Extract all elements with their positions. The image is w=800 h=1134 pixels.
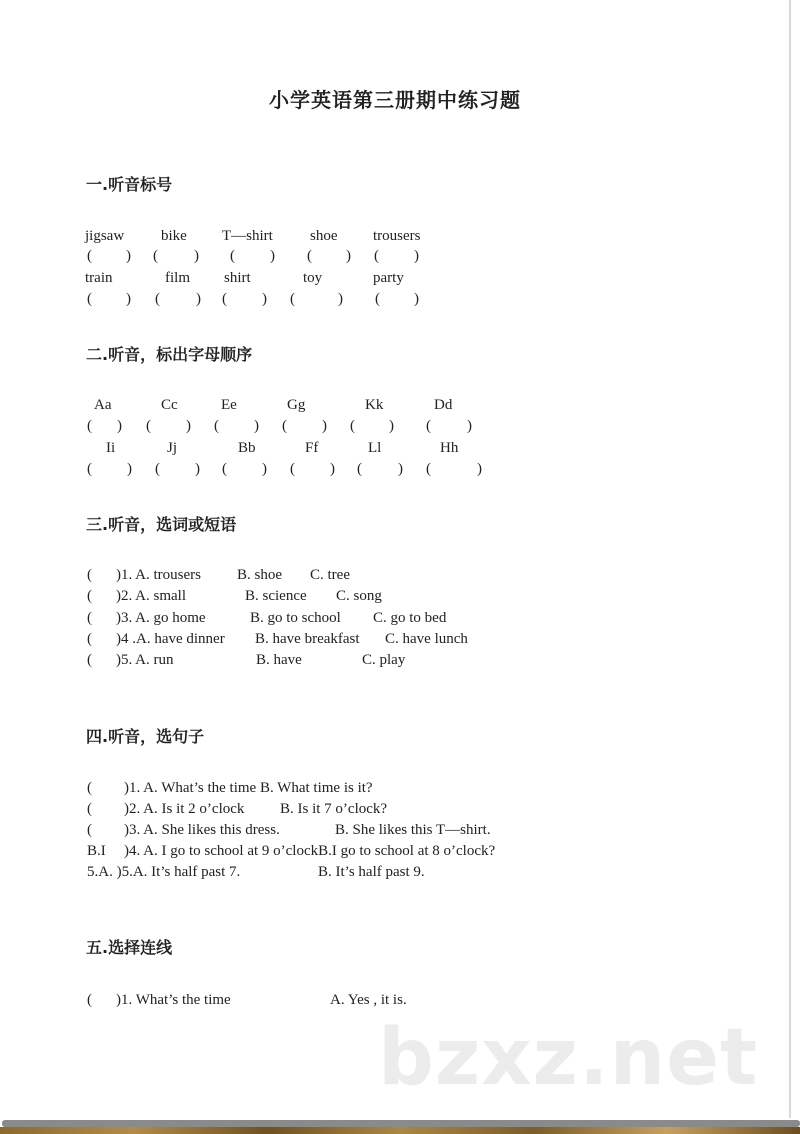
answer-blank-open[interactable]: ( xyxy=(350,418,355,434)
question-text: )4 .A. have dinner xyxy=(116,631,225,647)
section-heading: 三.听音，选词或短语 xyxy=(86,515,237,534)
answer-blank-close[interactable]: ) xyxy=(414,291,419,307)
answer-blank-open[interactable]: ( xyxy=(87,291,92,307)
question-text: 5.A. )5.A. It’s half past 7. xyxy=(87,864,241,880)
section-heading: 一.听音标号 xyxy=(86,175,173,194)
question-text: C. play xyxy=(362,652,406,668)
answer-blank-open[interactable]: ( xyxy=(87,588,92,604)
answer-blank-open[interactable]: ( xyxy=(307,248,312,264)
question-text: C. song xyxy=(336,588,382,604)
question-text: Gg xyxy=(287,397,306,413)
answer-blank-close[interactable]: ) xyxy=(270,248,275,264)
answer-blank-open[interactable]: ( xyxy=(426,418,431,434)
page-edge xyxy=(789,0,791,1118)
question-text: Dd xyxy=(434,397,453,413)
question-text: )3. A. go home xyxy=(116,610,206,626)
question-text: B. She likes this T—shirt. xyxy=(335,822,491,838)
answer-blank-close[interactable]: ) xyxy=(194,248,199,264)
answer-blank-close[interactable]: ) xyxy=(186,418,191,434)
answer-blank-close[interactable]: ) xyxy=(346,248,351,264)
question-text: )1. A. What’s the time B. What time is it? xyxy=(124,780,373,796)
question-text: C. tree xyxy=(310,567,350,583)
question-text: Jj xyxy=(167,440,178,456)
answer-blank-open[interactable]: ( xyxy=(153,248,158,264)
question-text: Bb xyxy=(238,440,256,456)
question-text: Ee xyxy=(221,397,237,413)
question-text: B. have xyxy=(256,652,302,668)
answer-blank-open[interactable]: ( xyxy=(87,631,92,647)
question-text: party xyxy=(373,270,404,286)
answer-blank-open[interactable]: ( xyxy=(290,291,295,307)
question-text: T—shirt xyxy=(222,228,273,244)
background-strip xyxy=(0,1127,800,1134)
answer-blank-close[interactable]: ) xyxy=(127,461,132,477)
question-text: film xyxy=(165,270,190,286)
answer-blank-close[interactable]: ) xyxy=(467,418,472,434)
answer-blank-open[interactable]: ( xyxy=(230,248,235,264)
answer-blank-open[interactable]: ( xyxy=(282,418,287,434)
answer-blank-close[interactable]: ) xyxy=(338,291,343,307)
question-text: )1. A. trousers xyxy=(116,567,201,583)
answer-blank-open[interactable]: ( xyxy=(222,461,227,477)
answer-blank-open[interactable]: ( xyxy=(357,461,362,477)
answer-blank-open[interactable]: ( xyxy=(146,418,151,434)
answer-blank-open[interactable]: ( xyxy=(87,780,92,796)
question-text: C. go to bed xyxy=(373,610,447,626)
question-text: Kk xyxy=(365,397,384,413)
answer-blank-open[interactable]: ( xyxy=(87,610,92,626)
answer-blank-open[interactable]: ( xyxy=(87,992,92,1008)
question-text: A. Yes , it is. xyxy=(330,992,407,1008)
question-text: )2. A. small xyxy=(116,588,186,604)
question-text: train xyxy=(85,270,113,286)
question-text: )2. A. Is it 2 o’clock xyxy=(124,801,245,817)
question-text: )1. What’s the time xyxy=(116,992,231,1008)
answer-blank-close[interactable]: ) xyxy=(117,418,122,434)
question-text: C. have lunch xyxy=(385,631,468,647)
answer-blank-open[interactable]: ( xyxy=(155,461,160,477)
answer-blank-close[interactable]: ) xyxy=(254,418,259,434)
answer-blank-open[interactable]: ( xyxy=(222,291,227,307)
page-title: 小学英语第三册期中练习题 xyxy=(269,88,521,112)
answer-blank-close[interactable]: ) xyxy=(195,461,200,477)
answer-blank-open[interactable]: ( xyxy=(290,461,295,477)
answer-blank-open[interactable]: ( xyxy=(87,652,92,668)
section-heading: 五.选择连线 xyxy=(86,938,173,957)
answer-blank-open[interactable]: ( xyxy=(87,418,92,434)
answer-blank-close[interactable]: ) xyxy=(330,461,335,477)
question-text: Ll xyxy=(368,440,382,456)
answer-blank-open[interactable]: ( xyxy=(87,461,92,477)
answer-blank-close[interactable]: ) xyxy=(477,461,482,477)
question-text: B. go to school xyxy=(250,610,341,626)
answer-blank-open[interactable]: ( xyxy=(426,461,431,477)
horizontal-scrollbar[interactable] xyxy=(2,1120,800,1127)
answer-blank-close[interactable]: ) xyxy=(398,461,403,477)
answer-blank-close[interactable]: ) xyxy=(262,461,267,477)
question-text: B. It’s half past 9. xyxy=(318,864,425,880)
answer-blank-open[interactable]: ( xyxy=(87,822,92,838)
answer-blank-open[interactable]: ( xyxy=(87,801,92,817)
question-text: bike xyxy=(161,228,187,244)
question-text: Ff xyxy=(305,440,319,456)
answer-blank-open[interactable]: ( xyxy=(375,291,380,307)
question-text: )5. A. run xyxy=(116,652,174,668)
question-text: )3. A. She likes this dress. xyxy=(124,822,280,838)
question-text: )4. A. I go to school at 9 o’clockB.I go to school at 8 o’clock? xyxy=(124,843,496,859)
question-text: B. science xyxy=(245,588,307,604)
watermark: bzxz.net xyxy=(378,1013,759,1103)
answer-blank-close[interactable]: ) xyxy=(262,291,267,307)
answer-blank-open[interactable]: ( xyxy=(87,567,92,583)
answer-blank-close[interactable]: ) xyxy=(126,291,131,307)
answer-blank-close[interactable]: ) xyxy=(414,248,419,264)
answer-blank-open[interactable]: ( xyxy=(155,291,160,307)
answer-blank-close[interactable]: ) xyxy=(322,418,327,434)
question-text: B.I xyxy=(87,843,106,859)
answer-blank-open[interactable]: ( xyxy=(214,418,219,434)
question-text: Aa xyxy=(94,397,112,413)
question-text: jigsaw xyxy=(85,228,125,244)
question-text: Ii xyxy=(106,440,116,456)
answer-blank-open[interactable]: ( xyxy=(87,248,92,264)
section-heading: 二.听音，标出字母顺序 xyxy=(86,345,253,364)
question-text: Hh xyxy=(440,440,459,456)
question-text: B. Is it 7 o’clock? xyxy=(280,801,388,817)
question-text: toy xyxy=(303,270,323,286)
answer-blank-close[interactable]: ) xyxy=(196,291,201,307)
question-text: shirt xyxy=(224,270,251,286)
answer-blank-close[interactable]: ) xyxy=(126,248,131,264)
question-text: B. have breakfast xyxy=(255,631,360,647)
question-text: shoe xyxy=(310,228,338,244)
question-text: Cc xyxy=(161,397,178,413)
question-text: trousers xyxy=(373,228,421,244)
section-heading: 四.听音，选句子 xyxy=(86,727,205,746)
answer-blank-close[interactable]: ) xyxy=(389,418,394,434)
question-text: B. shoe xyxy=(237,567,282,583)
answer-blank-open[interactable]: ( xyxy=(374,248,379,264)
